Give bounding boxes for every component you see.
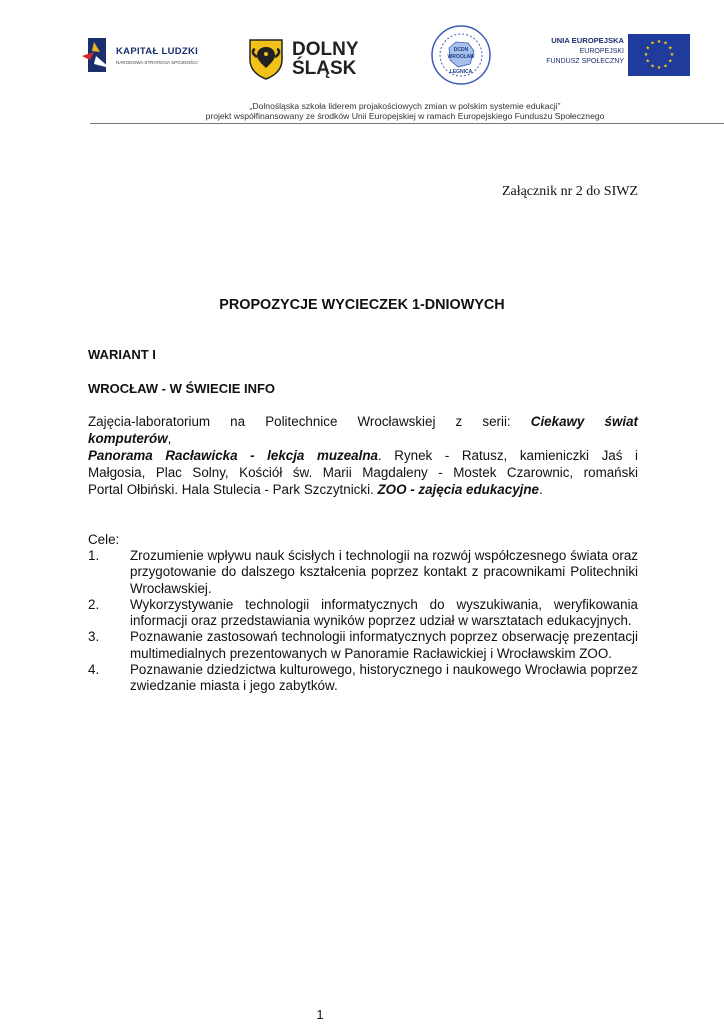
eu-line3: FUNDUSZ SPOŁECZNY bbox=[546, 58, 624, 65]
eu-flag-icon bbox=[628, 34, 690, 76]
description-line-2: komputerów, bbox=[88, 431, 172, 446]
coat-of-arms-icon bbox=[248, 38, 284, 80]
svg-text:★: ★ bbox=[650, 63, 655, 70]
header-divider bbox=[90, 123, 724, 124]
goal-text: Poznawanie dziedzictwa kulturowego, historycznego i naukowego Wrocławia poprzez zwiedzanie miasta i jego zabytków. bbox=[130, 662, 638, 694]
dolny-slask-line1: DOLNY bbox=[292, 39, 359, 60]
dcdn-seal-logo bbox=[430, 24, 492, 86]
eu-fund-logo bbox=[522, 34, 690, 78]
list-item bbox=[88, 597, 638, 630]
route-heading: WROCŁAW - W ŚWIECIE INFO bbox=[88, 381, 276, 396]
dolny-slask-line2: ŚLĄSK bbox=[292, 58, 357, 79]
svg-text:★: ★ bbox=[669, 52, 675, 58]
svg-text:★: ★ bbox=[663, 40, 668, 47]
project-motto: „Dolnośląska szkoła liderem projakościowych zmian w polskim systemie edukacji” bbox=[249, 101, 561, 111]
kapital-ludzki-title: KAPITAŁ LUDZKI bbox=[116, 46, 199, 57]
goal-text: Poznawanie zastosowań technologii informatycznych poprzez obserwację prezentacji multimedialnych prezentowanych w Panoramie Racławickiej i Wrocławskim ZOO. bbox=[130, 629, 638, 661]
page-title: PROPOZYCJE WYCIECZEK 1-DNIOWYCH bbox=[219, 297, 505, 313]
description-line-4: Małgosia, Plac Solny, Kościół św. Marii Magdaleny - Mostek Czarownic, romański bbox=[88, 465, 638, 480]
list-item bbox=[88, 548, 638, 597]
svg-text:★: ★ bbox=[668, 45, 673, 52]
svg-text:★: ★ bbox=[645, 45, 650, 52]
eu-line1: UNIA EUROPEJSKA bbox=[551, 36, 624, 45]
page-number: 1 bbox=[316, 1007, 324, 1022]
goal-text: Zrozumienie wpływu nauk ścisłych i technologii na rozwój współczesnego świata oraz przygotowanie do dalszego kształcenia poprzez kontakt z pracownikami Politechniki Wrocławskiej. bbox=[130, 548, 638, 596]
goal-number: 1. bbox=[88, 548, 100, 563]
svg-text:★: ★ bbox=[663, 63, 668, 70]
description-line-5: Portal Ołbiński. Hala Stulecia - Park Szczytnicki. ZOO - zajęcia edukacyjne. bbox=[88, 482, 543, 497]
goal-number: 3. bbox=[88, 629, 100, 645]
svg-text:★: ★ bbox=[650, 40, 655, 47]
seal-mid-text: WROCŁAW bbox=[447, 54, 475, 60]
goal-text: Wykorzystywanie technologii informatycznych do wyszukiwania, weryfikowania informacji oraz przedstawiania wyników poprzez udział w warsztatach edukacyjnych. bbox=[130, 596, 638, 629]
svg-text:★: ★ bbox=[645, 58, 650, 65]
list-item bbox=[88, 662, 638, 695]
description-line-3: Panorama Racławicka - lekcja muzealna. Rynek - Ratusz, kamieniczki Jaś i bbox=[88, 448, 638, 463]
svg-text:★: ★ bbox=[668, 58, 673, 65]
svg-text:★: ★ bbox=[656, 65, 662, 71]
svg-text:★: ★ bbox=[656, 39, 662, 45]
variant-heading: WARIANT I bbox=[88, 347, 156, 362]
annex-label: Załącznik nr 2 do SIWZ bbox=[501, 184, 638, 199]
goals-list bbox=[88, 548, 638, 695]
kapital-ludzki-logo bbox=[80, 34, 220, 78]
dolny-slask-logo bbox=[248, 38, 378, 82]
project-funding-note: projekt współfinansowany ze środków Unii Europejskiej w ramach Europejskiego Funduszu Społecznego bbox=[205, 111, 605, 121]
kapital-ludzki-subtitle: NARODOWA STRATEGIA SPÓJNOŚCI bbox=[116, 60, 198, 65]
description-line-1: Zajęcia-laboratorium na Politechnice Wrocławskiej z serii: Ciekawy świat bbox=[88, 414, 638, 429]
goal-number: 4. bbox=[88, 662, 100, 678]
list-item bbox=[88, 629, 638, 662]
logo-bar bbox=[62, 24, 690, 90]
goal-number: 2. bbox=[88, 596, 100, 612]
seal-bottom-text: LEGNICA bbox=[449, 69, 473, 75]
goals-label: Cele: bbox=[88, 532, 120, 547]
eu-line2: EUROPEJSKI bbox=[579, 48, 624, 55]
seal-top-text: DCDN bbox=[453, 47, 469, 53]
kapital-ludzki-star-icon bbox=[80, 34, 112, 78]
svg-text:★: ★ bbox=[643, 52, 649, 58]
